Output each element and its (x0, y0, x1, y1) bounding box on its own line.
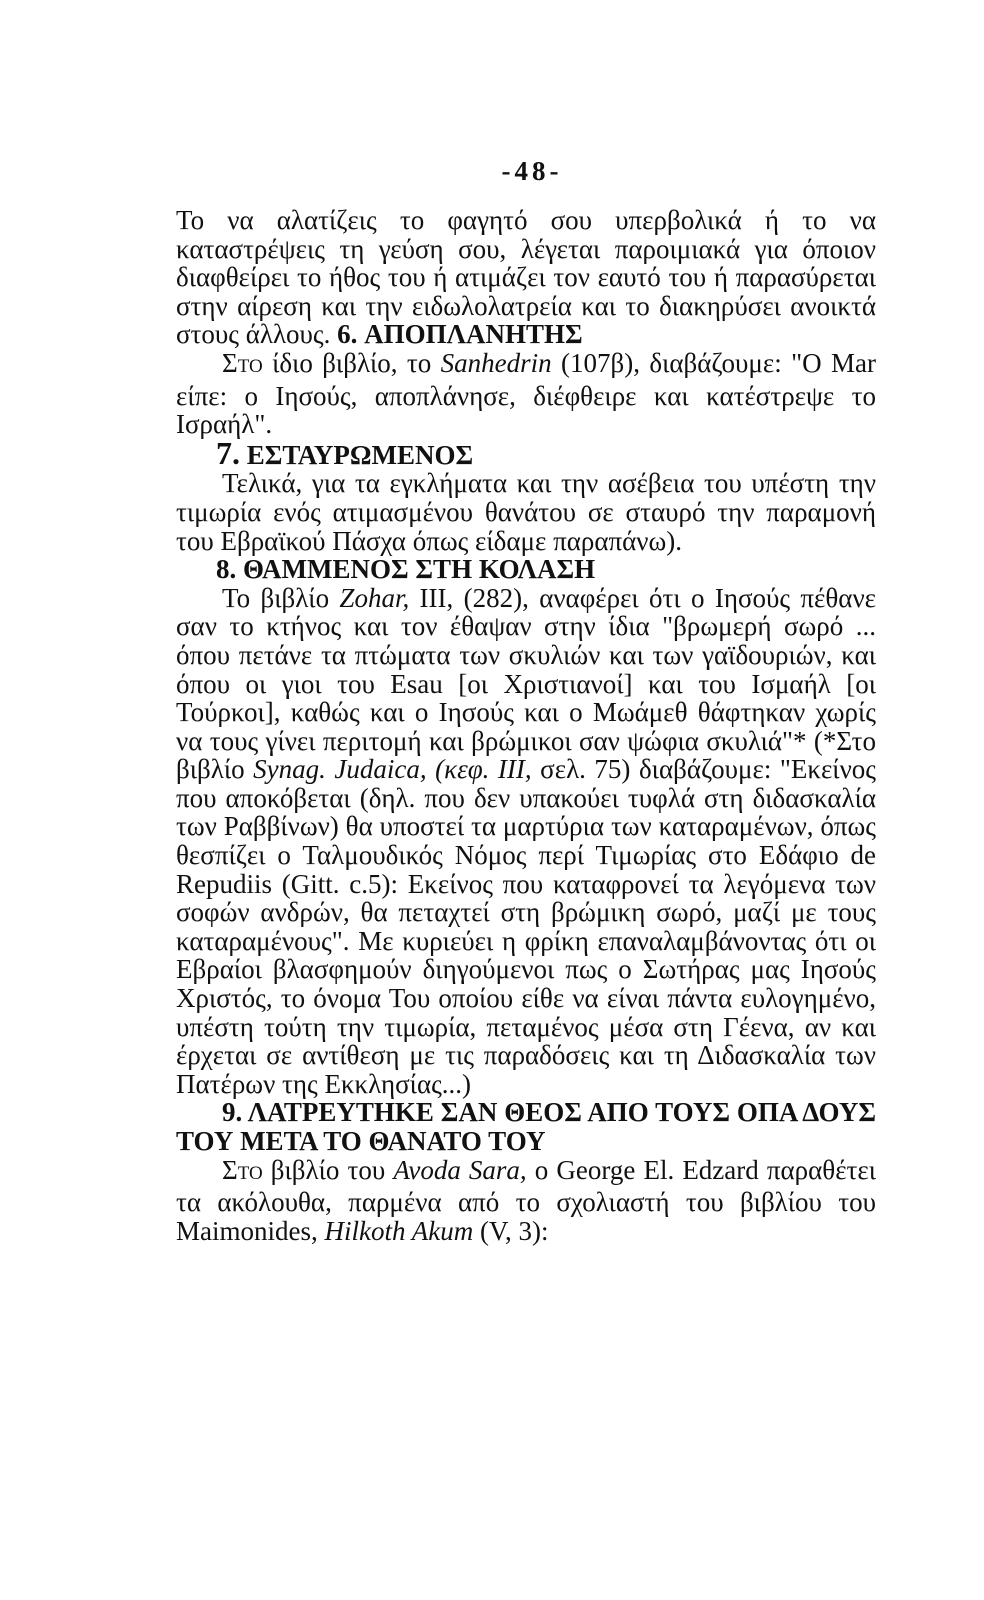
book-title-hilkoth-akum: Hilkoth Akum (324, 1215, 474, 1246)
paragraph-1 (176, 206, 876, 349)
section-7-number: 7. (216, 434, 240, 471)
book-title-avoda-sara: Avoda Sara, (393, 1154, 527, 1185)
paragraph-4-text-a: Το βιβλίο (222, 582, 340, 613)
paragraph-4-text-c: σελ. 75) διαβάζουμε: "Εκείνος που αποκόβεται (δηλ. που δεν υπακούει τυφλά στη διδασκαλία των Ραββίνων) θα υποστεί τα μαρτύρια των καταραμένων, όπως θεσπίζει ο Ταλμουδικός Νόμος περί Τιμωρίας στο Εδάφιο de Repudiis (Gitt. c.5): Εκείνος που καταφρονεί τα λεγόμενα των σοφών ανδρών, θα πεταχτεί στη βρώμικη σωρό, μαζί με τους καταραμένους". Με κυριεύει η φρίκη επαναλαμβάνοντας ότι οι Εβραίοι βλασφημούν διηγούμενοι πως ο Σωτήρας μας Ιησούς Χριστός, το όνομα Του οποίου είθε να είναι πάντα ευλογημένο, υπέστη τούτη την τιμωρία, πεταμένος μέσα στη Γέενα, αν και έρχεται σε αντίθεση με τις παραδόσεις και τη Διδασκαλία των Πατέρων της Εκκλησίας...) (176, 754, 876, 1099)
paragraph-2-text-b: (107β), διαβάζουμε: "Ο Mar είπε: ο Ιησούς, αποπλάνησε, διέφθειρε και κατέστρεψε το Ισραήλ". (176, 347, 876, 440)
small-caps-to: ΤΟ (237, 355, 263, 377)
paragraph-5-text-b: ο George El. Edzard παραθέτει τα ακόλουθα, παρμένα από το σχολιαστή του βιβλίου του Maimonides, (176, 1154, 876, 1246)
paragraph-1-text: Το να αλατίζεις το φαγητό σου υπερβολικά ή το να καταστρέψεις τη γεύση σου, λέγεται παροιμιακά για όποιον διαφθείρει το ήθος του ή ατιμάζει τον εαυτό του ή παρασύρεται στην αίρεση και την ειδωλολατρεία και το διακηρύσει ανοικτά στους άλλους. (176, 205, 876, 350)
section-9-heading: 9. ΛΑΤΡΕΥΤΗΚΕ ΣΑΝ ΘΕΟΣ ΑΠΟ ΤΟΥΣ ΟΠΑ ΔΟΥΣ ΤΟΥ ΜΕΤΑ ΤΟ ΘΑΝΑΤΟ ΤΟΥ (176, 1097, 876, 1156)
section-7-title: ΕΣΤΑΥΡΩΜΕΝΟΣ (240, 439, 474, 470)
drop-cap-s-2: Σ (222, 1154, 238, 1185)
paragraph-3: Τελικά, για τα εγκλήματα και την ασέβεια του υπέστη την τιμωρία ενός ατιμασμένου θανάτου σε σταυρό την παραμονή του Εβραϊκού Πάσχα όπως είδαμε παραπάνω). (176, 468, 876, 556)
book-title-sanhedrin: Sanhedrin (440, 347, 552, 378)
paragraph-2 (176, 349, 876, 439)
section-6-number: 6. (337, 319, 358, 350)
drop-cap-s: Σ (222, 347, 238, 378)
paragraph-5-text-c: (V, 3): (473, 1215, 549, 1246)
page-number: -48- (501, 156, 563, 186)
paragraph-2-text-a: ίδιο βιβλίο, το (262, 347, 441, 378)
paragraph-4-text-b: III, (282), αναφέρει ότι ο Ιησούς πέθανε σαν το κτήνος και τον έθαψαν στην ίδια "βρωμερή σωρό ... όπου πετάνε τα πτώματα των σκυλιών και των γαϊδουριών, και όπου οι γιοι του Esau [οι Χριστιανοί] και του Ισμαήλ [οι Τούρκοι], καθώς και ο Ιησούς και ο Μωάμεθ θάφτηκαν χωρίς να τους γίνει περιτομή και βρώμικοι σαν ψώφια σκυλιά"* (*Στο βιβλίο (176, 582, 876, 785)
reference-synag-judaica: Synag. Judaica, (κεφ. III, (253, 754, 532, 785)
paragraph-5-text-a: βιβλίο του (262, 1154, 394, 1185)
section-8-heading: 8. ΘΑΜΜΕΝΟΣ ΣΤΗ ΚΟΛΑΣΗ (216, 554, 596, 585)
body-text (176, 206, 876, 1245)
small-caps-to-2: ΤΟ (237, 1162, 263, 1184)
paragraph-5 (176, 1156, 876, 1246)
section-6-heading: ΑΠΟΠΛΑΝΗΤΗΣ (364, 319, 583, 350)
section-7-heading (176, 434, 876, 471)
paragraph-4 (176, 584, 876, 1099)
book-title-zohar: Zohar, (339, 582, 410, 613)
